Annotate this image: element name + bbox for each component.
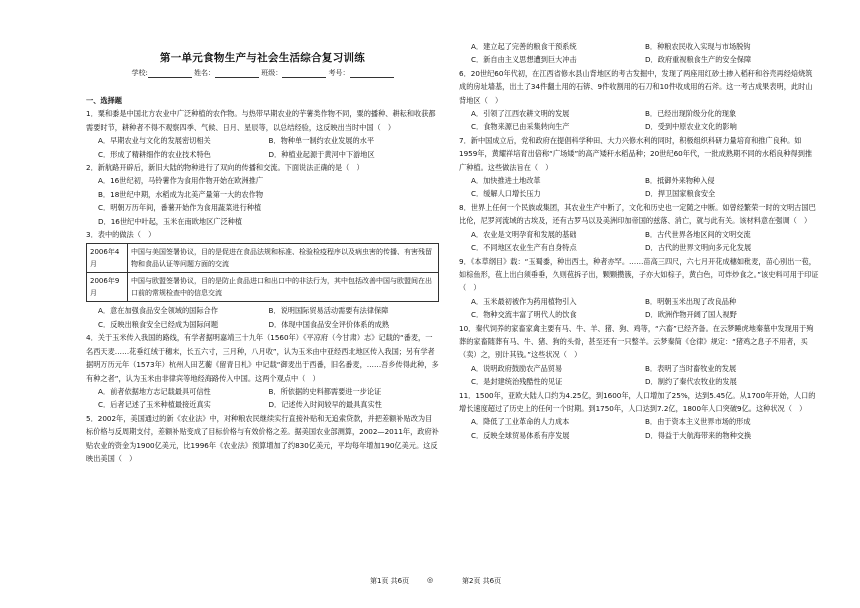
question-4 [86, 331, 439, 411]
question-8 [459, 201, 819, 255]
question-stem: 9．《本草纲目》载：“玉蜀黍，种出西土，种者亦罕。……苗高三四尺，六七月开花成穗如秕麦，苗心别出一苞，如棕鱼形，苞上出白须垂垂，久则苞拆子出，颗颗攒簇，子亦大如棕子，黄白色，可炸炒食之。”该史料可用于印证（ ） [459, 256, 819, 293]
option[interactable]: D．古代的世界文明向多元化发展 [645, 243, 752, 253]
option[interactable]: D．得益于大航海带来的物种交换 [645, 430, 752, 440]
question-stem: 4．关于玉米传入我国的路线，有学者据明嘉靖三十九年（1560年）《平凉府（今甘肃）志》记载的“番麦，一名西天麦……花垂红绒于穗末，长五六寸，三月种，八月收”，认为玉米由中亚经西北地区传入我国；另有学者据明万历元年（1573年）杭州人田艺蘅《留青日札》中记载“御麦出于西番，旧名番麦，……吾乡传得此种，多有种之者”，认为玉米由非律宾等地经海路传入中国。这两个观点中（ ） [86, 333, 439, 383]
option[interactable]: C．反映全球贸易体系有序发展 [471, 430, 570, 440]
option[interactable]: A．农业是文明孕育和发展的基础 [471, 229, 577, 239]
question-stem: 11．1500年，亚欧大陆人口约为4.25亿，到1600年，人口增加了25%，达到5.45亿。从1700年开始，人口的增长速度超过了历史上的任何一个时期。到1750年，人口达到7.2亿，1800年人口突破9亿。这种状况（ ） [459, 390, 816, 413]
option[interactable]: A．降低了工业革命的人力成本 [471, 417, 570, 427]
option[interactable]: C．新自由主义思想遭到巨大冲击 [471, 55, 577, 65]
option[interactable]: D．16世纪中叶起，玉米在南欧地区广泛种植 [98, 216, 243, 226]
option[interactable]: C．形成了精耕细作的农业技术特色 [98, 149, 211, 159]
option[interactable]: C．后者记述了玉米种植最接近真实 [98, 400, 211, 410]
table-cell-date: 2006年4月 [87, 244, 128, 273]
option[interactable]: A．说明政府鼓励农产品贸易 [471, 363, 563, 373]
option[interactable]: A．前者依据地方志记载最具可信性 [98, 386, 211, 396]
option[interactable]: C．是封建统治残酷性的见证 [471, 377, 563, 387]
option[interactable]: D．体现中国食品安全评价体系的成熟 [268, 319, 390, 329]
section-heading: 一、选择题 [86, 96, 122, 105]
option[interactable]: A．16世纪初，马铃薯作为食用作物开始在欧洲推广 [98, 176, 264, 186]
class-blank[interactable] [282, 69, 326, 78]
option[interactable]: A．建立起了完善的粮食干预系统 [471, 42, 577, 51]
q3-table [86, 243, 439, 302]
option[interactable]: D．种植业起源于黄河中下游地区 [268, 149, 375, 159]
option[interactable]: C．不同地区农业生产有自身特点 [471, 243, 577, 253]
binding-margin [0, 0, 30, 608]
option[interactable]: B．物种单一制约农业发展的水平 [268, 136, 375, 146]
question-11 [459, 389, 819, 443]
option[interactable]: A．玉米最初被作为药用植物引入 [471, 296, 577, 306]
option[interactable]: B．说明国际贸易活动需要有法律保障 [268, 306, 389, 316]
left-column [86, 92, 439, 465]
option[interactable]: C．明朝万历年间，番薯开始作为食用蔬菜进行种植 [98, 203, 262, 213]
question-3 [86, 228, 439, 331]
exam-no-blank[interactable] [350, 69, 394, 78]
option[interactable]: C．物种交流丰富了明代人的饮食 [471, 310, 577, 320]
page-number-right: 第2页 共6页 [462, 577, 502, 585]
question-5 [86, 412, 439, 466]
exam-no-label: 考号： [328, 69, 350, 77]
question-10 [459, 322, 819, 389]
option[interactable]: D．捍卫国家粮食安全 [645, 189, 716, 199]
question-7 [459, 134, 819, 201]
question-stem: 6．20世纪60年代初，在江西省修水县山背地区的考古发掘中，发现了两座用红砂土掺入稻秆和谷壳再经焙烧筑成的房址墙基，出土了34件翻土用的石锛、9件收割用的石刀和10件收成用的石斧。这一考古成果表明，此时山背地区（ ） [459, 68, 813, 105]
option[interactable]: D．政府重视粮食生产的安全保障 [645, 55, 752, 65]
option[interactable]: D．记述传入时间较早的最具真实性 [268, 400, 382, 410]
option[interactable]: B．18世纪中期，水稻成为北美产量第一大的农作物 [98, 189, 264, 199]
name-label: 姓名： [194, 69, 216, 77]
question-stem: 7．新中国成立后，党和政府在提倡科学种田、大力兴修水利的同时，积极组织科研力量培育和推广良种。如1959年，黄耀祥培育出倍称“广场矮”的高产矮秆水稻品种；20世纪60年代，一批成熟期不同的水稻良种得到推广种植。这些做法旨在（ ） [459, 135, 813, 172]
class-label: 班级： [261, 69, 283, 77]
question-stem: 10．秦代饲养的家畜家禽主要有马、牛、羊、猪、狗、鸡等，“六畜”已经齐备。在云梦睡虎地秦墓中发现用于殉葬的家畜随葬有马、牛、猪、狗的头骨，甚至还有一只整羊。云梦秦简《仓律》规定：“猪鸡之息子不用者，买（卖）之，别计其钱。”这些状况（ ） [459, 323, 814, 360]
school-blank[interactable] [148, 69, 192, 78]
student-info-line [86, 68, 439, 78]
table-cell-date: 2006年9月 [87, 273, 128, 302]
table-row [87, 273, 439, 302]
option[interactable]: B．所依据的史料都需要进一步论证 [268, 386, 382, 396]
option[interactable]: B．种粮农民收入实现与市场脱钩 [645, 42, 751, 51]
option[interactable]: A．早期农业与文化的发展密切相关 [98, 136, 211, 146]
question-stem: 8．世界上任何一个民族或集团，其农业生产中断了，文化和历史也一定随之中断。如曾经繁荣一时的文明古国巴比伦，尼罗河流域的古埃及，还有古罗马以及美洲印加帝国的兹落、消亡，就与此有关。该材料意在强调（ ） [459, 202, 816, 226]
option[interactable]: B．由于资本主义世界市场的形成 [645, 417, 751, 427]
question-stem: 1．粟和黍是中国北方农业中广泛种植的农作物。与热带早期农业的芋薯类作物不同，粟的播种、耕耘和收获都需要时节，耕种者不得不观察四季、气候、日月、星辰等，以总结经验，这反映出当时中国（ ） [86, 109, 436, 132]
table-row [87, 244, 439, 273]
page-title: 第一单元食物生产与社会生活综合复习训练 [159, 52, 366, 64]
page-number-left: 第1页 共6页 [370, 577, 410, 585]
option[interactable]: D．制约了秦代农牧业的发展 [645, 377, 737, 387]
option[interactable]: B．明朝玉米出现了改良品种 [645, 296, 737, 306]
option[interactable]: B．抵御外来物种入侵 [645, 176, 715, 186]
option[interactable]: B．已经出现阶级分化的现象 [645, 109, 737, 119]
option[interactable]: C．反映出粮食安全已经成为国际问题 [98, 319, 219, 329]
option[interactable]: D．欧洲作物开阔了国人视野 [645, 310, 737, 320]
question-stem: 5．2002年，美国通过的新《农业法》中，对种粮农民继续实行直接补贴和无追索贷款，并把差额补贴改为目标价格与反周期支付，差额补贴变成了目标价格与有效价格之差。据美国农业部测算，2002—2011年，政府补贴农业的资金为1900亿美元，比1996年《农业法》预算增加了约830亿美元，平均每年增加190亿美元。这反映出美国（ ） [86, 413, 439, 463]
option[interactable]: B．古代世界各地区间的文明交流 [645, 229, 751, 239]
table-cell-text: 中国与欧盟签署协议，目的是防止食品进口和出口中的非法行为，其中包括改善中国与欧盟间在出口前的常规检查中的信息交流 [128, 273, 439, 302]
option[interactable]: C．食物来源已由采集转向生产 [471, 122, 570, 132]
option[interactable]: C．缓解人口增长压力 [471, 189, 541, 199]
right-column [459, 40, 819, 442]
option[interactable]: B．表明了当时畜牧业的发展 [645, 363, 737, 373]
option[interactable]: D．受到中原农业文化的影响 [645, 122, 737, 132]
center-mark: ◎ [427, 576, 434, 584]
table-cell-text: 中国与美国签署协议，目的是促进在食品法规和标准、检验检疫程序以及病虫害的传播、有害残留物和食品认证等问题方面的交流 [128, 244, 439, 273]
question-9 [459, 255, 819, 322]
question-2 [86, 161, 439, 228]
question-stem: 2．新航路开辟后，新旧大陆的物种进行了双向的传播和交流。下面说法正确的是（ ） [86, 163, 364, 173]
school-label: 学校: [131, 69, 148, 77]
option[interactable]: A．引领了江西农耕文明的发展 [471, 109, 570, 119]
option[interactable]: A．加快推进土地改革 [471, 176, 541, 186]
option[interactable]: A．意在加强食品安全领域的国际合作 [98, 306, 218, 316]
question-6 [459, 67, 819, 134]
name-blank[interactable] [215, 69, 259, 78]
question-stem: 3．表中的做法（ ） [86, 230, 156, 240]
question-1 [86, 107, 439, 161]
